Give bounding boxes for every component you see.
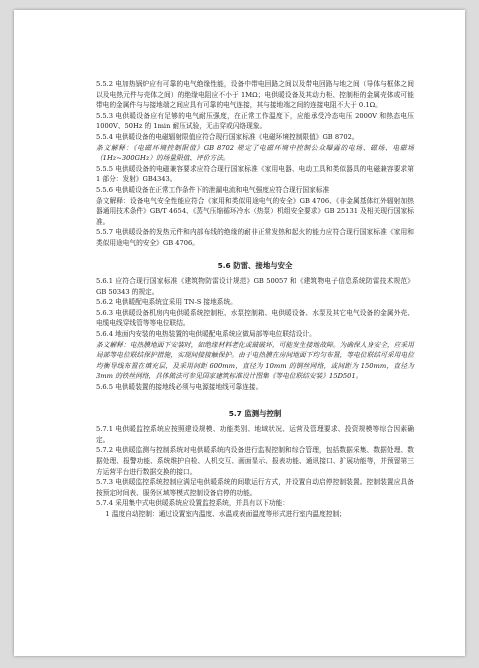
paragraph-5-7-2: 5.7.2 电供暖监测与控制系统对电供暖系统内设备进行监视控制和综合管理，包括数据采集、数据处理、数据处理、报警功能、系统维护自检、人机交互、画面显示、报表功能、通讯接口、扩展功能等，并预留第三方运营平台进行数据交换的接口。: [96, 446, 414, 476]
paragraph-5-5-6: 5.5.6 电供暖设备在正常工作条件下的泄漏电流和电气强度应符合现行国家标准: [96, 185, 330, 194]
document-page: [14, 10, 465, 656]
section-heading-5-7: 5.7 监测与控制: [228, 408, 282, 418]
commentary-5-5-4: 条文解释：《电磁环境控制限值》GB 8702 规定了电磁环境中控制公众曝露的电场、磁场、电磁场（1Hz~300GHz）的场量限值、评价方法。: [96, 143, 414, 163]
paragraph-5-5-7: 5.5.7 电供暖设备的发热元件和内部布线的绝缘的耐非正常发热和起火的能力应符合现行国家标准《家用和类似用途电气的安全》GB 4706。: [96, 228, 414, 247]
section-heading-5-6: 5.6 防雷、接地与安全: [217, 260, 293, 270]
list-item-5-7-4-1: 1 温度自动控制：通过设置室内温度、水温或表面温度等形式进行室内温度控制；: [105, 509, 346, 518]
paragraph-5-7-4: 5.7.4 采用集中式电供暖系统应设置监控系统，并具有以下功能：: [96, 499, 290, 508]
paragraph-5-5-4: 5.5.4 电供暖设备的电磁辐射限值应符合现行国家标准《电磁环境控制限值》GB 8702。: [96, 132, 359, 141]
paragraph-5-6-3: 5.6.3 电供暖设备机房内电供暖系统控制柜、水泵控制箱、电供暖设备、水泵及其它电气设备的金属外壳、电缆电线穿线管等等电位联结。: [96, 308, 414, 328]
paragraph-5-7-1: 5.7.1 电供暖监控系统应按照建设规模、功能类别、地域状况、运营及管理要求、投资规模等综合因素确定。: [96, 425, 414, 444]
paragraph-5-6-5: 5.6.5 电供暖装置的接地线必须与电源接地线可靠连接。: [96, 383, 263, 392]
paragraph-5-6-1: 5.6.1 应符合现行国家标准《建筑物防雷设计规范》GB 50057 和《建筑物电子信息系统防雷技术规范》GB 50343 的规定。: [96, 277, 414, 296]
commentary-5-5-6: 条文解释：设备电气安全性能应符合《家用和类似用途电气的安全》GB 4706、《非金属基体红外辐射加热器通用技术条件》GB/T 4654、《蒸气压缩循环冷水（热泵）机组安全要求》GB 25131 及相关现行国家标准。: [96, 196, 414, 226]
document-content: [96, 79, 414, 520]
paragraph-5-5-3: 5.5.3 电供暖设备应有足够的电气耐压强度，在正常工作温度下，应能承受冷态电压 2000V 和热态电压 1000V、50Hz 的 1min 耐压试验，无击穿或闪络现象。: [96, 111, 414, 131]
paragraph-5-5-5: 5.5.5 电供暖设备的电磁兼容要求应符合现行国家标准《家用电器、电动工具和类似器具的电磁兼容要求第 1 部分：发射》GB4343。: [96, 164, 414, 184]
paragraph-5-7-3: 5.7.3 电供暖监控系统控制应满足电供暖系统的间歇运行方式，并设置自动启停控制装置。控制装置应具备按预定时间表、服务区域等模式控制设备启停的功能。: [96, 478, 414, 497]
commentary-5-6-4: 条文解释：电热膜地面下安装时，如绝缘材料老化或破破坏，可能发生接地故障。为确保人身安全，应采用局部等电位联结保护措施，实现间接接触保护。由于电热膜在房间地面下均匀布置，等电位联结可采用电位均衡导线布置在填充层，及采用间距 600mm，直径为 10mm 的铜丝网络，或间距为 150mm，直径为 3mm 的铁丝网络，具体做法可参见国家建筑标准设计图集《等电位联结安装》15D501。: [96, 340, 414, 381]
paragraph-5-5-2: 5.5.2 电加热锅炉应有可靠的电气绝缘性能，设备中带电回路之间以及带电回路与地之间（导体与框体之间以及电热元件与壳体之间）的绝缘电阻应不小于 1MΩ；电供暖设备及其动力柜、控制柜的金属壳体或可能带电的金属件与与接地端之间应具有可靠的电气连接，其与接地端之间的连接电阻不大于 0.1Ω。: [96, 80, 414, 110]
paragraph-5-6-4: 5.6.4 地面内安装的电热装置的电供暖配电系统应做局部等电位联结设计。: [96, 330, 316, 339]
paragraph-5-6-2: 5.6.2 电供暖配电系统宜采用 TN-S 接地系统。: [96, 298, 237, 307]
